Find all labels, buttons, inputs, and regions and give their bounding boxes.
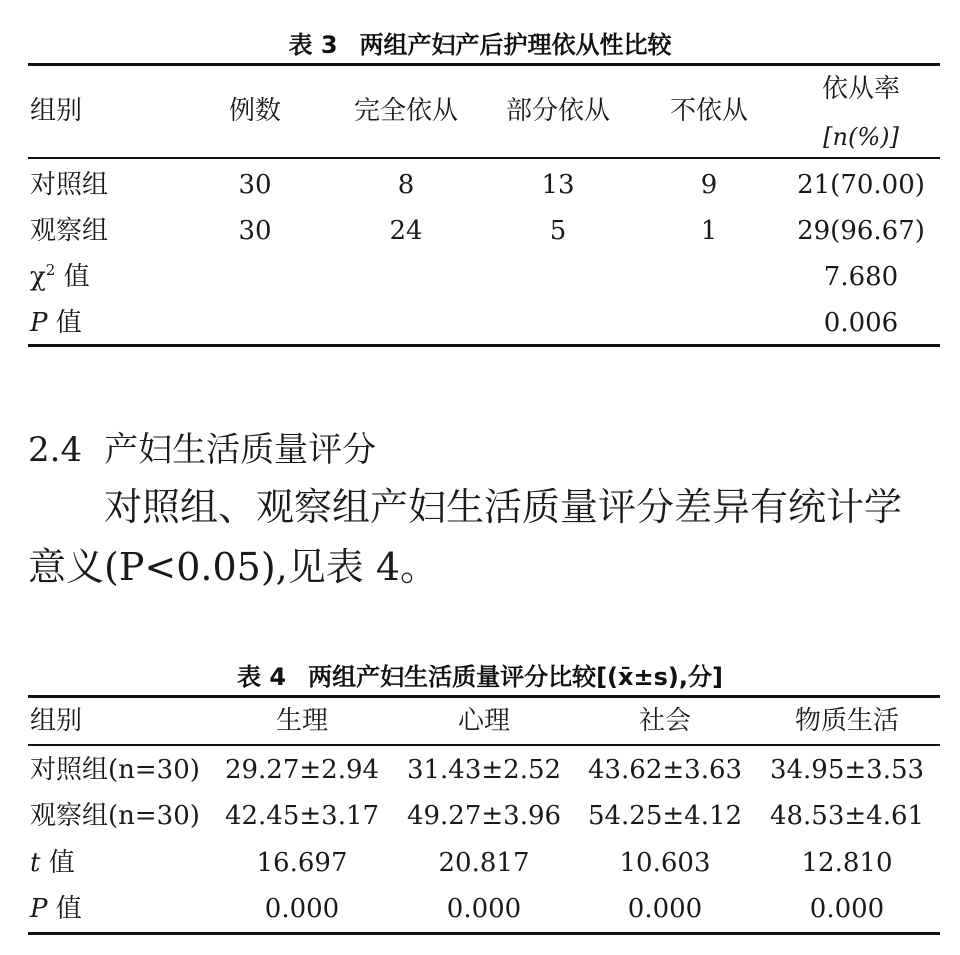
section-number: 2.4 — [28, 430, 83, 470]
table4-number: 表 4 — [237, 663, 287, 691]
table4-row1-physiology: 29.27±2.94 — [224, 755, 380, 785]
table3-top-rule — [28, 63, 940, 66]
table3-header-rate: 依从率 — [821, 74, 901, 104]
table4-p-material: 0.000 — [809, 894, 885, 924]
table4-caption — [0, 662, 960, 692]
t-suffix: 值 — [48, 848, 75, 878]
table3-row1-full: 8 — [397, 170, 415, 200]
table4-header-group: 组别 — [30, 706, 83, 736]
table4-row2-physiology: 42.45±3.17 — [224, 801, 380, 831]
table3-caption — [0, 30, 960, 60]
table4-top-rule — [28, 695, 940, 698]
t-symbol: t — [30, 848, 41, 878]
chi-suffix: 值 — [63, 262, 90, 292]
table3-header-full: 完全依从 — [353, 96, 459, 126]
table3-row1-cases: 30 — [238, 170, 272, 200]
table3-row2-partial: 5 — [549, 216, 567, 246]
table3-bottom-rule — [28, 344, 940, 347]
table4-t-material: 12.810 — [801, 848, 893, 878]
table3-p-label — [30, 306, 82, 340]
table4-p-label — [30, 892, 82, 926]
table3-row2-cases: 30 — [238, 216, 272, 246]
table3-chi-label — [30, 260, 90, 294]
p-suffix: 值 — [55, 308, 82, 338]
table3-row2-full: 24 — [389, 216, 423, 246]
table3-p-value: 0.006 — [823, 308, 899, 338]
chi-superscript: 2 — [45, 261, 56, 279]
table4-header-rule — [28, 744, 940, 746]
table3-number: 表 3 — [288, 31, 338, 59]
section-paragraph-line2: 意义(P<0.05),见表 4。 — [28, 545, 439, 589]
table3-row1-rate: 21(70.00) — [797, 170, 925, 200]
table3-row2-rate: 29(96.67) — [797, 216, 925, 246]
table4-p-physiology: 0.000 — [264, 894, 340, 924]
table3-header-group: 组别 — [30, 96, 83, 126]
table4-title: 两组产妇生活质量评分比较[(x̄±s),分] — [308, 663, 723, 691]
table3-header-non: 不依从 — [669, 96, 749, 126]
table4-row2-material: 48.53±4.61 — [769, 801, 925, 831]
table4-t-physiology: 16.697 — [256, 848, 348, 878]
table4-row2-psychology: 49.27±3.96 — [406, 801, 562, 831]
chi-symbol: χ — [30, 262, 46, 292]
table4-header-social: 社会 — [638, 706, 692, 736]
table4-t-label — [30, 846, 75, 880]
p4-symbol: P — [30, 894, 48, 924]
table3-chi-value: 7.680 — [823, 262, 899, 292]
table4-p-social: 0.000 — [627, 894, 703, 924]
table4-header-physiology: 生理 — [275, 706, 329, 736]
table4-row1-social: 43.62±3.63 — [587, 755, 743, 785]
table4-header-psychology: 心理 — [457, 706, 511, 736]
table3-row2-group: 观察组 — [30, 216, 109, 246]
table4-p-psychology: 0.000 — [446, 894, 522, 924]
table4-bottom-rule — [28, 932, 940, 935]
table3-row1-non: 9 — [700, 170, 718, 200]
table3-header-rate-unit: [n(%)] — [823, 123, 899, 151]
table4-row1-group: 对照组(n=30) — [30, 755, 200, 785]
table3-row1-partial: 13 — [541, 170, 575, 200]
table3-row1-group: 对照组 — [30, 170, 109, 200]
table4-row2-group: 观察组(n=30) — [30, 801, 200, 831]
table3-header-partial: 部分依从 — [505, 96, 611, 126]
p-symbol: P — [30, 308, 48, 338]
table4-row1-psychology: 31.43±2.52 — [406, 755, 562, 785]
table3-title: 两组产妇产后护理依从性比较 — [359, 31, 672, 59]
table3-row2-non: 1 — [700, 216, 718, 246]
section-heading — [28, 428, 376, 472]
table4-t-psychology: 20.817 — [438, 848, 530, 878]
section-title: 产妇生活质量评分 — [104, 430, 377, 470]
table3-header-cases: 例数 — [228, 96, 282, 126]
section-paragraph-line1: 对照组、观察组产妇生活质量评分差异有统计学 — [104, 485, 903, 529]
p4-suffix: 值 — [55, 894, 82, 924]
table3-header-rule — [28, 157, 940, 159]
table4-header-material: 物质生活 — [794, 706, 900, 736]
table4-row2-social: 54.25±4.12 — [587, 801, 743, 831]
table4-row1-material: 34.95±3.53 — [769, 755, 925, 785]
table4-t-social: 10.603 — [619, 848, 711, 878]
